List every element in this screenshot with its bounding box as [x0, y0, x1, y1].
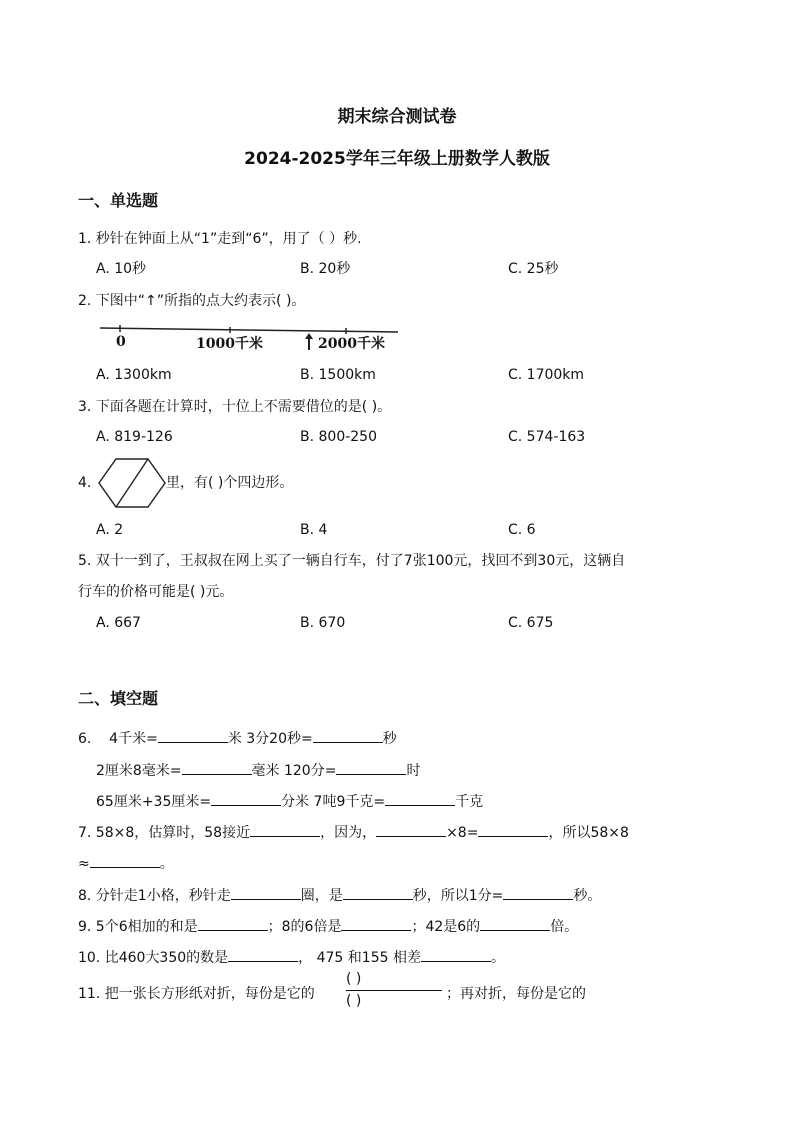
q7-text: ≈ [78, 856, 90, 872]
answer-blank[interactable] [313, 728, 383, 743]
q5-line2: 行车的价格可能是( )元。 [78, 584, 234, 600]
q7-text: ，因为， [320, 825, 377, 841]
number-line-label-1000: 1000千米 [196, 336, 263, 352]
q2-option-a: A. 1300km [96, 367, 172, 383]
answer-blank[interactable] [421, 947, 491, 962]
q6-text: 秒 [382, 731, 397, 747]
q6-text: 65厘米+35厘米= [96, 794, 212, 810]
answer-blank[interactable] [198, 916, 268, 931]
q7-text: 。 [159, 856, 174, 872]
q1-option-c: C. 25秒 [508, 261, 559, 277]
page-title: 期末综合测试卷 [337, 107, 457, 127]
q6-text: 2厘米8毫米= [96, 763, 182, 779]
q4-option-a: A. 2 [96, 522, 124, 538]
section-heading-fill-blank: 二、填空题 [78, 689, 159, 708]
answer-blank[interactable] [211, 791, 281, 806]
q8-text: 秒，所以1分= [412, 888, 504, 904]
answer-blank[interactable] [343, 885, 413, 900]
q6-number: 6. [78, 731, 92, 747]
answer-blank[interactable] [90, 853, 160, 868]
answer-blank[interactable] [250, 822, 320, 837]
q1-stem: 1. 秒针在钟面上从“1”走到“6”，用了（ ）秒. [78, 231, 362, 247]
q4-number: 4. [78, 475, 92, 491]
q6-row3 [96, 791, 483, 811]
page-subtitle: 2024-2025学年三年级上册数学人教版 [244, 149, 550, 169]
answer-blank[interactable] [182, 760, 252, 775]
q6-row1 [78, 728, 397, 748]
q9-text: 9. 5个6相加的和是 [78, 919, 198, 935]
q10-text: ， 475 和155 相差 [298, 950, 421, 966]
q9-text: ；42是6的 [411, 919, 481, 935]
q3-option-a: A. 819-126 [96, 429, 173, 445]
q3-option-c: C. 574-163 [508, 429, 586, 445]
hexagon-diagonal [116, 459, 148, 507]
answer-blank[interactable] [341, 916, 411, 931]
answer-blank[interactable] [158, 728, 228, 743]
q10-text: 10. 比460大350的数是 [78, 950, 229, 966]
q7-line1 [78, 822, 629, 842]
q7-text: ×8= [446, 825, 479, 841]
answer-blank[interactable] [480, 916, 550, 931]
q5-option-b: B. 670 [300, 615, 346, 631]
answer-blank[interactable] [385, 791, 455, 806]
number-line-label-2000: 2000千米 [318, 336, 385, 352]
q2-option-c: C. 1700km [508, 367, 585, 383]
section-heading-single-choice: 一、单选题 [78, 191, 159, 210]
answer-blank[interactable] [336, 760, 406, 775]
q7-text: ，所以58×8 [548, 825, 629, 841]
answer-blank[interactable] [478, 822, 548, 837]
answer-blank[interactable] [231, 885, 301, 900]
q3-stem: 3. 下面各题在计算时，十位上不需要借位的是( )。 [78, 399, 392, 415]
q2-stem: 2. 下图中“↑”所指的点大约表示( )。 [78, 293, 306, 309]
fraction-bar [346, 990, 442, 991]
q2-option-b: B. 1500km [300, 367, 376, 383]
answer-blank[interactable] [503, 885, 573, 900]
q4-option-c: C. 6 [508, 522, 536, 538]
q6-text: 米 3分20秒= [227, 731, 313, 747]
fraction-numerator: ( ) [346, 971, 362, 987]
q1-option-a: A. 10秒 [96, 261, 147, 277]
hexagon-figure [96, 456, 168, 510]
q10-line [78, 947, 505, 967]
answer-blank[interactable] [376, 822, 446, 837]
answer-blank[interactable] [228, 947, 298, 962]
q7-text: 7. 58×8，估算时，58接近 [78, 825, 251, 841]
q8-text: 圈，是 [300, 888, 343, 904]
q7-line2 [78, 853, 174, 873]
number-line-label-zero: 0 [116, 334, 126, 350]
q9-text: ；8的6倍是 [267, 919, 342, 935]
q8-line [78, 885, 601, 905]
q11-fraction[interactable] [346, 970, 442, 1012]
q6-text: 时 [406, 763, 421, 779]
q8-text: 秒。 [573, 888, 602, 904]
arrow-head [305, 333, 313, 339]
q10-text: 。 [490, 950, 505, 966]
number-line-axis [100, 328, 398, 332]
q4-stem: 里，有( )个四边形。 [166, 475, 294, 491]
q3-option-b: B. 800-250 [300, 429, 377, 445]
q6-row2 [96, 760, 420, 780]
q5-option-a: A. 667 [96, 615, 141, 631]
q11-text-b: ；再对折，每份是它的 [446, 986, 586, 1002]
q9-line [78, 916, 578, 936]
q5-option-c: C. 675 [508, 615, 554, 631]
q8-text: 8. 分针走1小格，秒针走 [78, 888, 231, 904]
q6-text: 分米 7吨9千克= [281, 794, 386, 810]
q1-option-b: B. 20秒 [300, 261, 351, 277]
q4-option-b: B. 4 [300, 522, 328, 538]
q5-line1: 5. 双十一到了，王叔叔在网上买了一辆自行车，付了7张100元，找回不到30元，这辆自 [78, 553, 626, 569]
q6-text: 毫米 120分= [251, 763, 337, 779]
q6-text: 4千米= [109, 731, 158, 747]
q11-text-a: 11. 把一张长方形纸对折，每份是它的 [78, 986, 315, 1002]
q6-text: 千克 [455, 794, 484, 810]
q9-text: 倍。 [550, 919, 579, 935]
fraction-denominator: ( ) [346, 993, 362, 1009]
